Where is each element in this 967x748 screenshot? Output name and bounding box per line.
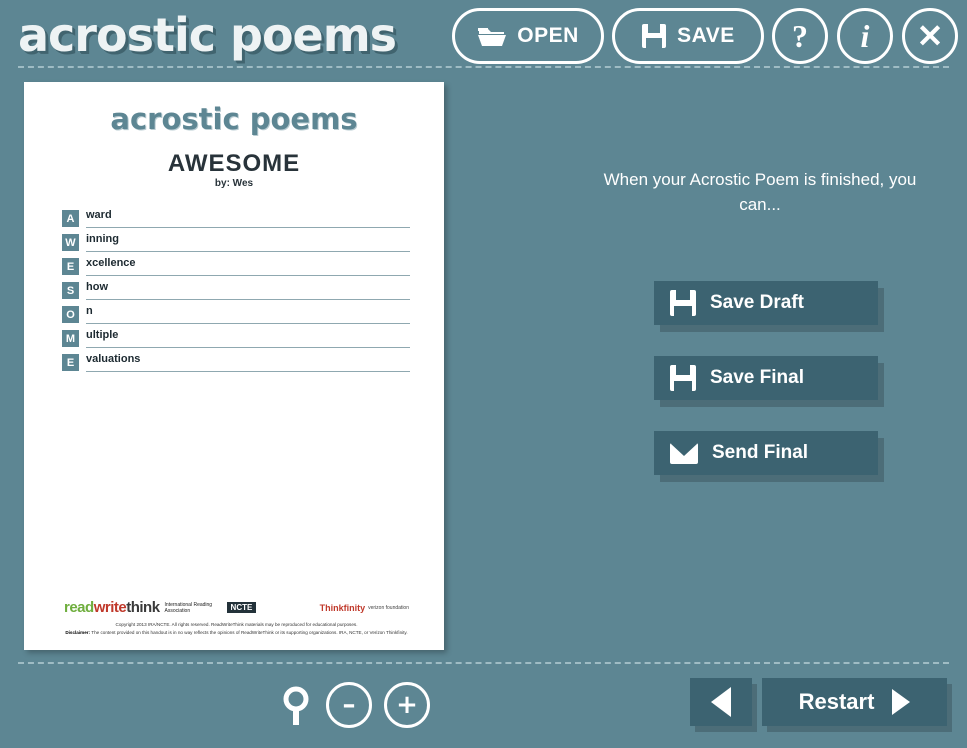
readwritethink-logo: readwritethink xyxy=(64,599,160,617)
floppy-disk-icon xyxy=(641,23,667,49)
poem-line-letter: S xyxy=(62,282,79,299)
copyright-text xyxy=(64,621,409,636)
finish-prompt: When your Acrostic Poem is finished, you can... xyxy=(603,170,917,214)
app-header xyxy=(0,0,967,70)
poem-byline: by: Wes xyxy=(214,178,254,189)
save-final-button[interactable] xyxy=(654,356,878,400)
magnifier-icon[interactable] xyxy=(282,686,312,728)
poem-line-input[interactable]: xcellence xyxy=(86,255,410,276)
poem-line-input[interactable]: ward xyxy=(86,207,410,228)
close-icon: ✕ xyxy=(916,18,944,54)
verizon-logo: verizon foundation xyxy=(368,604,409,611)
open-button[interactable] xyxy=(452,8,604,64)
poem-line-input[interactable]: how xyxy=(86,279,410,300)
poem-line-letter: W xyxy=(62,234,79,251)
info-icon: i xyxy=(860,17,870,54)
close-button[interactable] xyxy=(902,8,958,64)
previous-button[interactable] xyxy=(690,678,752,726)
info-button[interactable] xyxy=(837,8,893,64)
poem-line-input[interactable]: n xyxy=(86,303,410,324)
copyright-line: Copyright 2013 IRA/NCTE. All rights reserved. ReadWriteThink materials may be reproduced for educational purposes. xyxy=(115,622,358,628)
app-title: acrostic poems xyxy=(18,8,397,62)
zoom-out-button[interactable] xyxy=(326,682,372,728)
poem-line-input[interactable]: valuations xyxy=(86,351,410,372)
ira-logo: International Reading Association xyxy=(164,601,213,614)
save-draft-label: Save Draft xyxy=(710,292,804,313)
poem-line-row[interactable] xyxy=(62,303,410,327)
minus-icon: – xyxy=(342,690,356,720)
worksheet-paper xyxy=(24,82,444,650)
poem-line-row[interactable] xyxy=(62,327,410,351)
footer-divider xyxy=(18,662,949,664)
worksheet-title: acrostic poems xyxy=(110,102,358,136)
floppy-disk-icon xyxy=(670,365,696,391)
worksheet-footer xyxy=(64,599,409,636)
zoom-in-button[interactable] xyxy=(384,682,430,728)
open-button-label: OPEN xyxy=(517,24,579,47)
save-final-label: Save Final xyxy=(710,367,804,388)
ncte-logo: NCTE xyxy=(227,602,257,613)
poem-line-row[interactable] xyxy=(62,207,410,231)
poem-lines xyxy=(62,207,410,375)
poem-line-row[interactable] xyxy=(62,231,410,255)
poem-line-row[interactable] xyxy=(62,351,410,375)
send-final-label: Send Final xyxy=(712,442,809,463)
chevron-left-icon xyxy=(711,687,731,717)
poem-line-row[interactable] xyxy=(62,279,410,303)
disclaimer-label: Disclaimer: xyxy=(65,629,91,635)
poem-line-input[interactable]: inning xyxy=(86,231,410,252)
send-final-button[interactable] xyxy=(654,431,878,475)
save-draft-button[interactable] xyxy=(654,281,878,325)
restart-label: Restart xyxy=(798,689,875,714)
chevron-right-icon xyxy=(892,689,910,715)
save-button-label: SAVE xyxy=(677,24,735,47)
poem-line-row[interactable] xyxy=(62,255,410,279)
help-button[interactable] xyxy=(772,8,828,64)
disclaimer-text: The content provided on this handout is in no way reflects the opinions of ReadWriteThink or its supporting organizations. IRA, NCTE, or Verizon Thinkfinity. xyxy=(91,629,408,635)
question-mark-icon: ? xyxy=(792,17,808,54)
plus-icon: + xyxy=(396,690,418,720)
poem-word: AWESOME xyxy=(167,150,301,177)
floppy-disk-icon xyxy=(670,290,696,316)
poem-line-input[interactable]: ultiple xyxy=(86,327,410,348)
envelope-icon xyxy=(670,443,698,464)
folder-open-icon xyxy=(477,24,507,48)
poem-line-letter: M xyxy=(62,330,79,347)
poem-line-letter: O xyxy=(62,306,79,323)
poem-line-letter: E xyxy=(62,258,79,275)
poem-line-letter: E xyxy=(62,354,79,371)
poem-line-letter: A xyxy=(62,210,79,227)
header-divider xyxy=(18,66,949,68)
restart-button[interactable] xyxy=(762,678,947,726)
save-button[interactable] xyxy=(612,8,764,64)
thinkfinity-logo: Thinkfinity xyxy=(319,602,366,613)
